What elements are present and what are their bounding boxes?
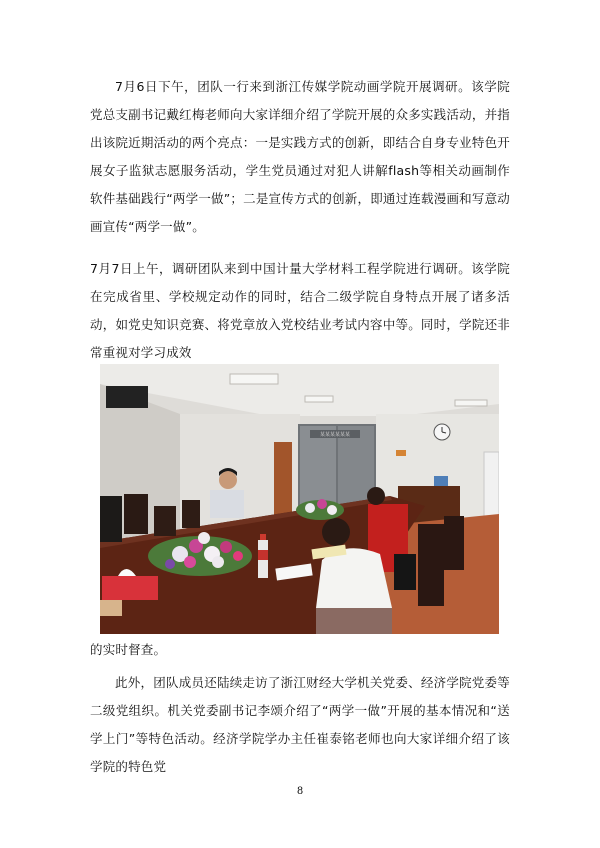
paragraph-4: 此外，团队成员还陆续走访了浙江财经大学机关党委、经济学院党委等二级党组织。机关党委副书记李颂介绍了“两学一做”开展的基本情况和“送学上门”等特色活动。经济学院学办主任崔泰铭老师也向大家详细介绍了该学院的特色党 <box>90 675 510 774</box>
paragraph-1: 7月6日下午，团队一行来到浙江传媒学院动画学院开展调研。该学院党总支副书记戴红梅老师向大家详细介绍了学院开展的众多实践活动，并指出该院近期活动的两个亮点：一是实践方式的创新，即结合自身专业特色开展女子监狱志愿服务活动，学生党员通过对犯人讲解flash等相关动画制作软件基础践行“两学一做”；二是宣传方式的创新，即通过连载漫画和写意动画宣传“两学一做”。 <box>90 79 510 234</box>
page-number: 8 <box>296 786 304 797</box>
door-sign-text: 某某某某某某 <box>319 432 351 438</box>
meeting-photo <box>100 364 499 634</box>
paragraph-2: 7月7日上午，调研团队来到中国计量大学材料工程学院进行调研。该学院在完成省里、学校规定动作的同时，结合二级学院自身特点开展了诸多活动，如党史知识竞赛、将党章放入党校结业考试内容中等。同时，学院还非常重视对学习成效 <box>90 261 510 360</box>
paragraph-3: 的实时督查。 <box>90 642 167 657</box>
